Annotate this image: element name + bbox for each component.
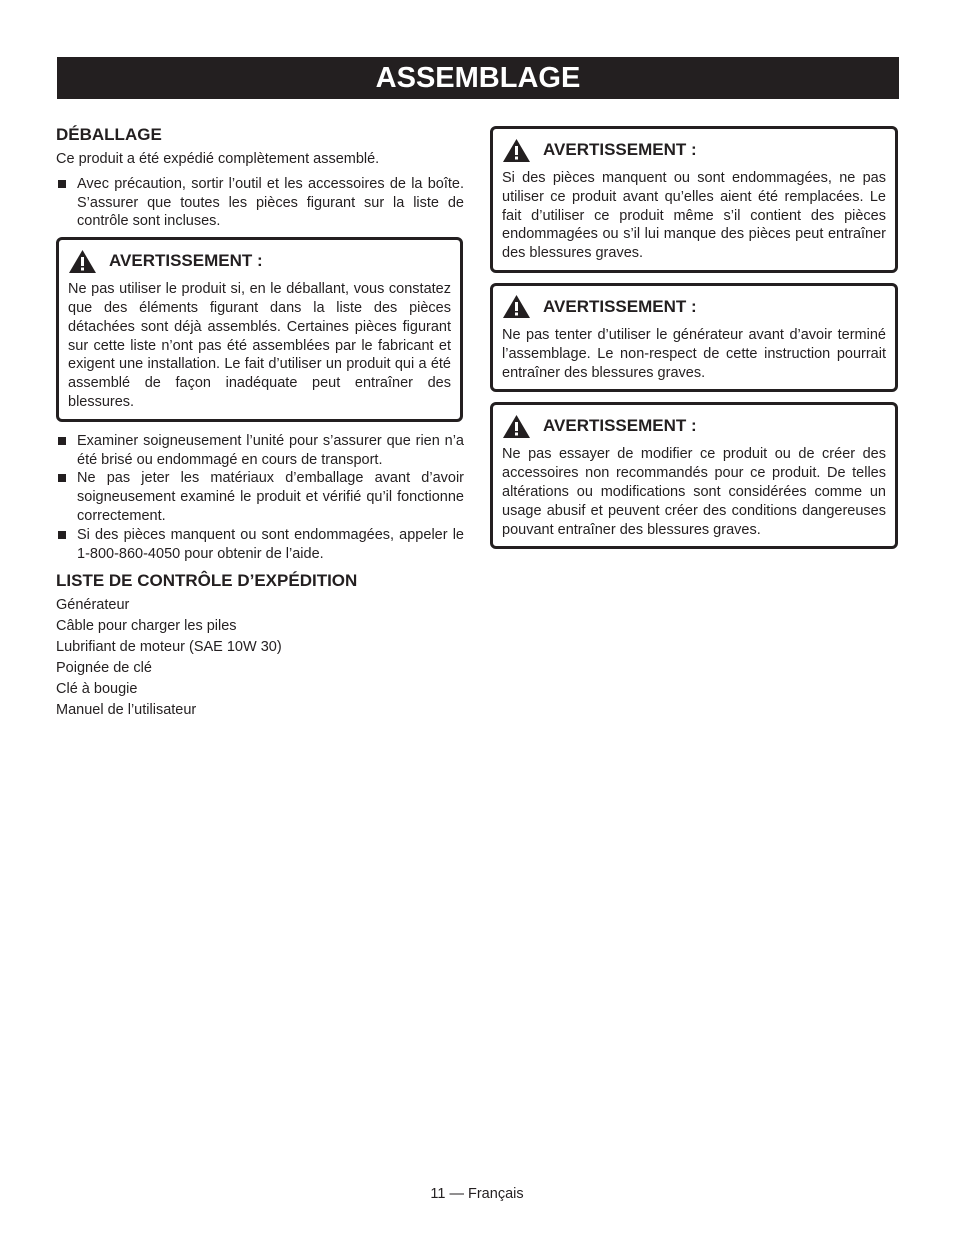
list-item [56,526,464,564]
left-column [56,124,464,721]
list-item [56,175,464,231]
checklist-heading: LISTE DE CONTRÔLE D’EXPÉDITION [56,571,358,591]
right-column [490,126,898,549]
warning-title: AVERTISSEMENT : [543,140,697,159]
checklist-item: Manuel de l’utilisateur [56,702,197,719]
warning-text: Ne pas utiliser le produit si, en le déballant, vous constatez que des éléments figurant dans la liste des pièces détachées sont déjà assemblés. Certaines pièces figurant sur cette liste n’ont pas été assemblées par le fabricant et exigent une installation. Le fait d’utiliser un produit qui a été assemblé de façon inadéquate peut entraîner des blessures. [68,281,451,410]
checklist-item: Poignée de clé [56,660,152,677]
bullet-text: Ne pas jeter les matériaux d’emballage avant d’avoir soigneusement examiné le produit et vérifié qu’il fonctionne correctement. [77,470,464,524]
checklist-item: Lubrifiant de moteur (SAE 10W 30) [56,639,282,656]
checklist-item: Clé à bougie [56,681,138,698]
warning-box-assembly [490,283,898,392]
warning-text: Ne pas essayer de modifier ce produit ou de créer des accessoires non recommandés pour ce produit. De telles altérations ou modifications sont considérées comme un usage abusif et peuvent créer des conditions dangereuses pouvant entraîner des blessures graves. [502,446,886,538]
bullet-text: Avec précaution, sortir l’outil et les accessoires de la boîte. S’assurer que toutes les pièces figurant sur la liste de contrôle sont incluses. [77,175,464,230]
square-bullet-icon [58,180,66,188]
warning-box-missing-parts [490,126,898,273]
square-bullet-icon [58,474,66,482]
checklist [56,595,464,721]
warning-title: AVERTISSEMENT : [543,296,697,316]
page-title-banner [57,57,899,99]
warning-header [502,294,886,320]
warning-title: AVERTISSEMENT : [109,251,263,271]
warning-box-unpacking [56,237,463,422]
warning-triangle-icon [502,294,531,319]
page-number: 11 — Français [430,1186,524,1202]
bullet-text: Si des pièces manquent ou sont endommagées, appeler le 1-800-860-4050 pour obtenir de l’aide. [77,526,464,562]
page-title: ASSEMBLAGE [375,62,581,94]
warning-title: AVERTISSEMENT : [543,416,697,436]
unpacking-bullets-bottom [56,432,464,564]
bullet-text: Examiner soigneusement l’unité pour s’assurer que rien n’a été brisé ou endommagé en cours de transport. [77,432,464,468]
warning-triangle-icon [502,138,531,163]
unpacking-heading: DÉBALLAGE [56,125,162,144]
square-bullet-icon [58,437,66,445]
checklist-item: Câble pour charger les piles [56,618,237,635]
square-bullet-icon [58,531,66,539]
unpacking-intro: Ce produit a été expédié complètement assemblé. [56,151,380,167]
list-item [56,432,464,470]
unpacking-bullets-top [56,175,464,231]
warning-header [68,248,451,274]
page-footer [0,1186,954,1202]
list-item [56,469,464,525]
warning-header [502,413,886,439]
warning-text: Ne pas tenter d’utiliser le générateur avant d’avoir terminé l’assemblage. Le non-respect de cette instruction pourrait entraîner des blessures graves. [502,326,886,381]
warning-triangle-icon [68,249,97,274]
warning-triangle-icon [502,414,531,439]
checklist-item: Générateur [56,597,130,614]
warning-text: Si des pièces manquent ou sont endommagées, ne pas utiliser ce produit avant qu’elles aient été remplacées. Le fait d’utiliser ce produit même s’il contient des pièces endommagées ou s’il lui manque des pièces peut entraîner des blessures graves. [502,170,886,262]
warning-box-modification [490,402,898,549]
warning-header [502,137,886,163]
